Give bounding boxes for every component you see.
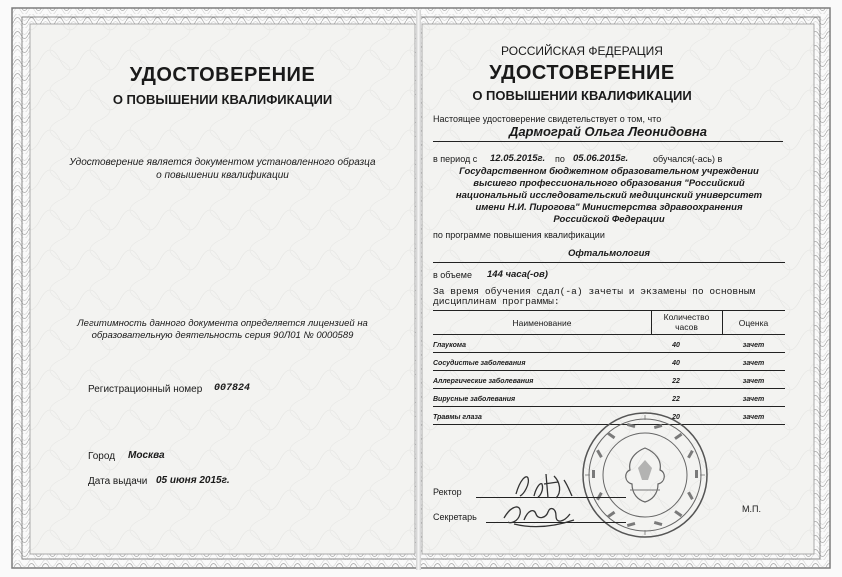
issue-date-label: Дата выдачи: [88, 476, 148, 487]
discipline-name: Глаукома: [433, 342, 466, 349]
issue-date-value: 05 июня 2015г.: [156, 475, 230, 486]
program-label: по программе повышения квалификации: [433, 230, 605, 240]
studied-text: обучался(-ась) в: [653, 154, 723, 164]
left-note-line2: о повышении квалификации: [156, 170, 289, 181]
institution-line4: имени Н.И. Пирогова" Министерства здравоохранения: [475, 202, 743, 213]
rector-label: Ректор: [433, 487, 462, 497]
discipline-hours: 40: [672, 360, 680, 367]
right-title: УДОСТОВЕРЕНИЕ: [489, 62, 675, 84]
discipline-hours: 40: [672, 342, 680, 349]
page-fold: [416, 10, 421, 570]
period-date-from: 12.05.2015г.: [490, 153, 546, 164]
license-line2: образовательную деятельность серия 90Л01 № 0000589: [91, 330, 354, 341]
reg-number-label: Регистрационный номер: [88, 384, 203, 395]
discipline-grade: зачет: [742, 342, 765, 349]
full-name: Дармограй Ольга Леонидовна: [508, 124, 708, 139]
row-divider: [433, 352, 785, 353]
left-subtitle: О ПОВЫШЕНИИ КВАЛИФИКАЦИИ: [112, 92, 333, 107]
row-divider: [433, 406, 785, 407]
period-date-to: 05.06.2015г.: [573, 153, 629, 164]
exams-line2: дисциплинам программы:: [433, 296, 560, 307]
volume-prefix: в объеме: [433, 270, 472, 280]
discipline-grade: зачет: [742, 396, 765, 403]
discipline-grade: зачет: [742, 360, 765, 367]
certifies-text: Настоящее удостоверение свидетельствует о том, что: [433, 114, 662, 124]
discipline-grade: зачет: [742, 378, 765, 385]
discipline-grade: зачет: [742, 414, 765, 421]
institution-line1: Государственном бюджетном образовательном учреждении: [459, 166, 759, 177]
discipline-name: Вирусные заболевания: [433, 396, 516, 403]
table-header-hours-line2: часов: [675, 322, 698, 332]
reg-number-value: 007824: [214, 383, 251, 394]
discipline-name: Сосудистые заболевания: [433, 360, 526, 367]
row-divider: [433, 388, 785, 389]
program-name: Офтальмология: [567, 248, 651, 259]
row-divider: [433, 370, 785, 371]
institution-line5: Российской Федерации: [553, 214, 665, 225]
period-to: по: [555, 154, 565, 164]
table-header-hours-line1: Количество: [663, 312, 710, 322]
table-header-border: [433, 334, 785, 335]
discipline-hours: 22: [672, 396, 680, 403]
right-subtitle: О ПОВЫШЕНИИ КВАЛИФИКАЦИИ: [472, 88, 692, 103]
institution-line2: высшего профессионального образования "Российский: [473, 178, 745, 189]
left-title: УДОСТОВЕРЕНИЕ: [129, 64, 316, 86]
country-label: РОССИЙСКАЯ ФЕДЕРАЦИЯ: [501, 44, 663, 58]
table-header-grade: Оценка: [738, 318, 769, 328]
secretary-signature-icon: [500, 498, 580, 530]
table-top-border: [433, 310, 785, 311]
table-header-name: Наименование: [512, 318, 572, 328]
discipline-name: Травмы глаза: [433, 414, 482, 421]
institution-line3: национальный исследовательский медицинский университет: [455, 190, 763, 201]
discipline-hours: 22: [672, 378, 680, 385]
official-seal-icon: [580, 410, 710, 540]
period-prefix: в период с: [433, 154, 478, 164]
discipline-hours: 20: [672, 414, 680, 421]
left-note-line1: Удостоверение является документом установленного образца: [69, 157, 376, 168]
name-underline: [433, 141, 783, 142]
city-label: Город: [88, 451, 116, 462]
exams-line1: За время обучения сдал(-а) зачеты и экзамены по основным: [433, 286, 756, 297]
license-line1: Легитимность данного документа определяется лицензией на: [77, 318, 368, 329]
city-value: Москва: [128, 450, 165, 461]
discipline-name: Аллергические заболевания: [433, 378, 534, 385]
program-underline: [433, 262, 785, 263]
volume-value: 144 часа(-ов): [487, 269, 548, 280]
secretary-label: Секретарь: [433, 512, 477, 522]
stamp-place-label: М.П.: [742, 504, 761, 514]
